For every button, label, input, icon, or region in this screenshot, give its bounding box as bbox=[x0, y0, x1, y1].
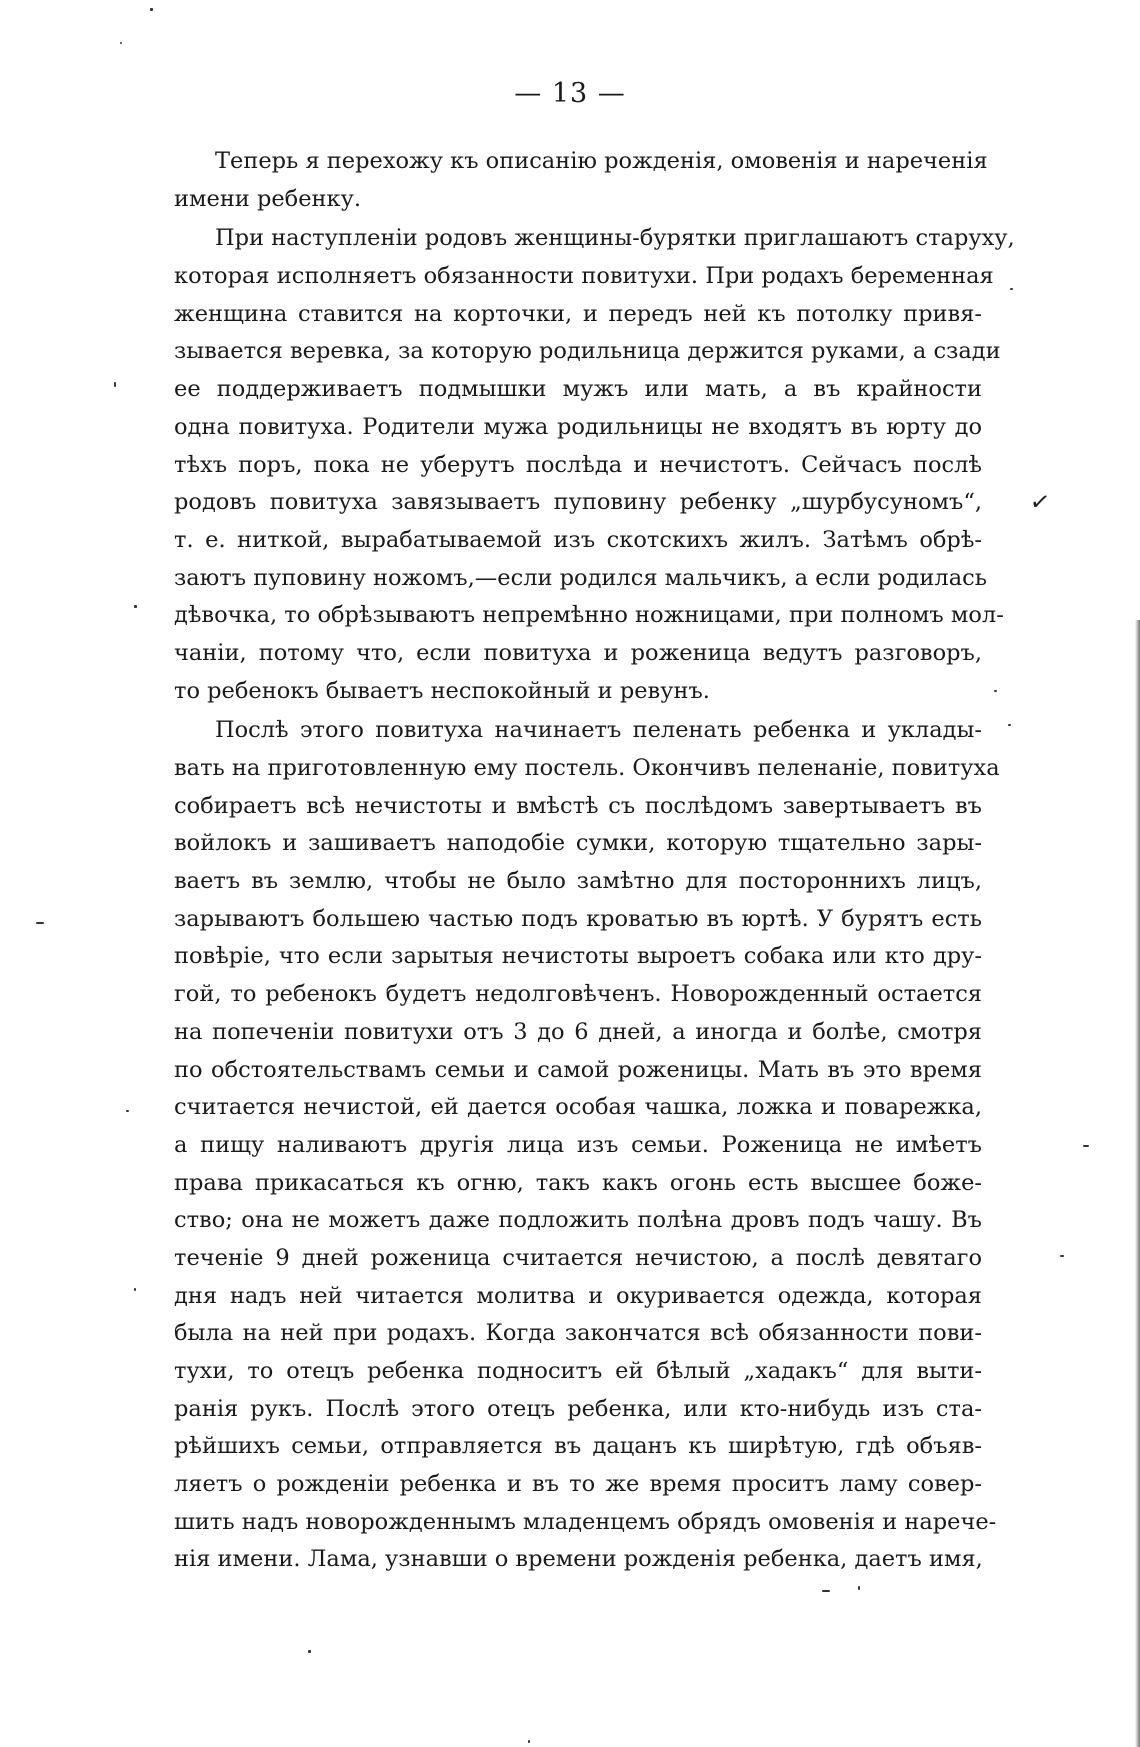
scan-speck bbox=[120, 42, 122, 44]
text-line: войлокъ и зашиваетъ наподобіе сумки, которую тщательно зары- bbox=[174, 830, 982, 857]
scan-speck bbox=[150, 8, 153, 11]
text-line: Послѣ этого повитуха начинаетъ пеленать ребенка и уклады- bbox=[215, 717, 982, 744]
text-line: то ребенокъ бываетъ неспокойный и ревунъ. bbox=[174, 677, 710, 704]
text-line: которая исполняетъ обязанности повитухи. При родахъ беременная bbox=[174, 263, 994, 290]
scan-speck bbox=[1060, 1255, 1064, 1257]
text-line: тѣхъ поръ, пока не уберутъ послѣда и нечистотъ. Сейчасъ послѣ bbox=[174, 451, 982, 478]
text-line: рѣйшихъ семьи, отправляется въ дацанъ къ ширѣтую, гдѣ объяв- bbox=[174, 1433, 982, 1460]
text-line: женщина ставится на корточки, и передъ ней къ потолку привя- bbox=[174, 300, 982, 327]
text-line: заютъ пуповину ножомъ,—если родился мальчикъ, а если родилась bbox=[174, 564, 987, 591]
text-line: ранія рукъ. Послѣ этого отецъ ребенка, или кто-нибудь изъ ста- bbox=[174, 1395, 982, 1422]
paragraph-2 bbox=[174, 220, 1015, 710]
scan-speck bbox=[1083, 1145, 1089, 1147]
page-edge-shadow bbox=[1135, 620, 1140, 1747]
text-line: зывается веревка, за которую родильница держится руками, а сзади bbox=[174, 338, 1001, 365]
scan-speck bbox=[134, 1288, 136, 1291]
text-line: собираетъ всѣ нечистоты и вмѣстѣ съ послѣдомъ завертываетъ въ bbox=[174, 792, 982, 819]
text-line: тухи, то отецъ ребенка подноситъ ей бѣлый „хадакъ“ для выти- bbox=[174, 1358, 982, 1384]
scan-speck bbox=[308, 1650, 311, 1653]
text-line: права прикасаться къ огню, такъ какъ огонь есть высшее боже- bbox=[174, 1169, 982, 1196]
scan-speck bbox=[36, 922, 44, 924]
text-line: шить надъ новорожденнымъ младенцемъ обрядъ омовенія и нарече- bbox=[174, 1508, 997, 1535]
text-line: а пищу наливаютъ другія лица изъ семьи. Роженица не имѣетъ bbox=[174, 1131, 982, 1158]
paragraph-3 bbox=[174, 712, 1000, 1579]
paragraph-1 bbox=[174, 143, 988, 218]
scan-speck bbox=[858, 1586, 860, 1590]
scan-speck bbox=[822, 1590, 830, 1592]
margin-check-mark: ✓ bbox=[1028, 486, 1052, 518]
text-line: теченіе 9 дней роженица считается нечистою, а послѣ девятаго bbox=[174, 1244, 982, 1271]
text-line: была на ней при родахъ. Когда закончатся всѣ обязанности пови- bbox=[174, 1320, 982, 1347]
scan-speck bbox=[1010, 288, 1013, 290]
text-line: по обстоятельствамъ семьи и самой роженицы. Мать въ это время bbox=[174, 1056, 982, 1083]
text-line: дѣвочка, то обрѣзываютъ непремѣнно ножницами, при полномъ мол- bbox=[174, 602, 1004, 629]
text-line: чаніи, потому что, если повитуха и роженица ведутъ разговоръ, bbox=[174, 639, 982, 666]
text-line: зарываютъ большею частью подъ кроватью въ юртѣ. У бурятъ есть bbox=[174, 905, 982, 932]
text-line: ваетъ въ землю, чтобы не было замѣтно для постороннихъ лицъ, bbox=[174, 868, 982, 895]
text-line: дня надъ ней читается молитва и окуривается одежда, которая bbox=[174, 1282, 982, 1309]
scan-speck bbox=[994, 690, 997, 692]
text-line: При наступленіи родовъ женщины-бурятки приглашаютъ старуху, bbox=[215, 225, 1015, 252]
text-line: одна повитуха. Родители мужа родильницы не входятъ въ юрту до bbox=[174, 413, 982, 440]
text-line: ляетъ о рожденіи ребенка и въ то же время проситъ ламу совер- bbox=[174, 1471, 982, 1498]
text-line: ее поддерживаетъ подмышки мужъ или мать, а въ крайности bbox=[174, 376, 982, 403]
text-line: повѣріе, что если зарытыя нечистоты выроетъ собака или кто дру- bbox=[174, 943, 982, 970]
text-line: на попеченіи повитухи отъ 3 до 6 дней, а иногда и болѣе, смотря bbox=[174, 1018, 982, 1045]
text-line: Теперь я перехожу къ описанію рожденія, омовенія и нареченія bbox=[215, 148, 988, 174]
scan-speck bbox=[1008, 724, 1011, 726]
text-line: гой, то ребенокъ будетъ недолговѣченъ. Новорожденный остается bbox=[174, 981, 982, 1008]
scan-speck bbox=[528, 1740, 530, 1743]
page-number: — 13 — bbox=[514, 78, 626, 109]
text-line: нія имени. Лама, узнавши о времени рожденія ребенка, даетъ имя, bbox=[174, 1546, 983, 1573]
scan-speck bbox=[134, 605, 137, 608]
text-line: родовъ повитуха завязываетъ пуповину ребенку „шурбусуномъ“, bbox=[174, 489, 982, 516]
text-line: ство; она не можетъ даже подложить полѣна дровъ подъ чашу. Въ bbox=[174, 1207, 982, 1234]
scan-speck bbox=[126, 1110, 129, 1112]
text-line: вать на приготовленную ему постель. Окончивъ пеленаніе, повитуха bbox=[174, 755, 1000, 781]
text-line: т. е. ниткой, вырабатываемой изъ скотскихъ жилъ. Затѣмъ обрѣ- bbox=[174, 526, 982, 553]
scan-speck bbox=[114, 382, 116, 387]
body-text bbox=[174, 143, 1015, 1581]
text-line: считается нечистой, ей дается особая чашка, ложка и поварежка, bbox=[174, 1094, 982, 1121]
text-line: имени ребенку. bbox=[174, 185, 361, 212]
